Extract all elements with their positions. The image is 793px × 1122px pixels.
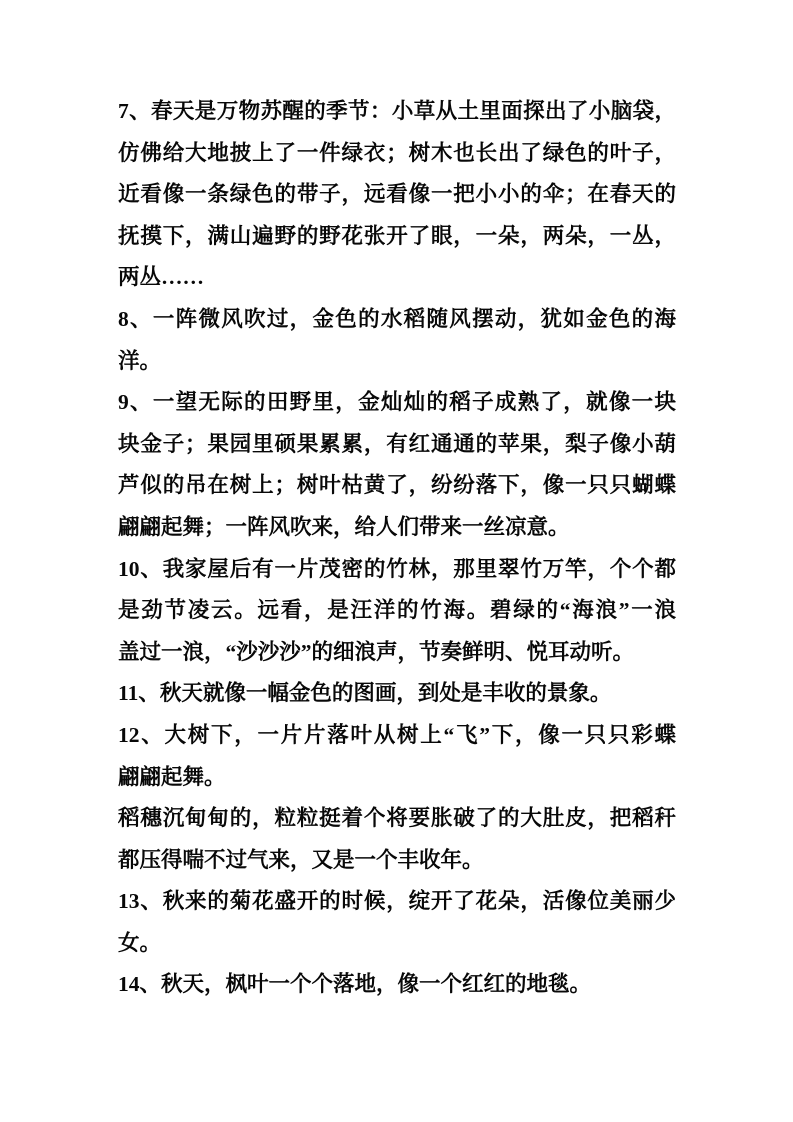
text-line: 两丛…… — [118, 265, 205, 290]
text-line: 10、我家屋后有一片茂密的竹林，那里翠竹万竿，个个都 — [118, 556, 676, 581]
paragraph-13 — [118, 881, 676, 964]
text-line: 盖过一浪，“沙沙沙”的细浪声，节奏鲜明、悦耳动听。 — [118, 639, 635, 664]
text-line: 抚摸下，满山遍野的野花张开了眼，一朵，两朵，一丛， — [118, 223, 676, 248]
paragraph-7 — [118, 91, 676, 299]
text-line: 是劲节凌云。远看，是汪洋的竹海。碧绿的“海浪”一浪 — [118, 598, 676, 623]
text-line: 都压得喘不过气来，又是一个丰收年。 — [118, 847, 484, 872]
text-line: 块金子；果园里硕果累累，有红通通的苹果，梨子像小葫 — [118, 431, 676, 456]
text-line: 7、春天是万物苏醒的季节：小草从土里面探出了小脑袋， — [118, 99, 676, 123]
document-text-block — [118, 91, 676, 1006]
paragraph-rice-ears — [118, 798, 676, 881]
text-line: 仿佛给大地披上了一件绿衣；树木也长出了绿色的叶子， — [118, 140, 676, 165]
text-line: 11、秋天就像一幅金色的图画，到处是丰收的景象。 — [118, 681, 612, 706]
text-line: 14、秋天，枫叶一个个落地，像一个红红的地毯。 — [118, 972, 592, 997]
paragraph-10 — [118, 549, 676, 674]
text-line: 翩翩起舞；一阵风吹来，给人们带来一丝凉意。 — [118, 514, 570, 539]
paragraph-14 — [118, 964, 676, 1006]
text-line: 洋。 — [118, 348, 162, 373]
paragraph-9 — [118, 382, 676, 548]
text-line: 12、大树下，一片片落叶从树上“飞”下，像一只只彩蝶 — [118, 722, 676, 747]
paragraph-8 — [118, 299, 676, 382]
paragraph-12 — [118, 715, 676, 798]
text-line: 女。 — [118, 930, 162, 955]
text-line: 9、一望无际的田野里，金灿灿的稻子成熟了，就像一块 — [118, 390, 676, 415]
text-line: 芦似的吊在树上；树叶枯黄了，纷纷落下，像一只只蝴蝶 — [118, 473, 676, 498]
text-line: 近看像一条绿色的带子，远看像一把小小的伞；在春天的 — [118, 182, 676, 207]
text-line: 13、秋来的菊花盛开的时候，绽开了花朵，活像位美丽少 — [118, 889, 676, 914]
paragraph-11 — [118, 673, 676, 715]
text-line: 翩翩起舞。 — [118, 764, 226, 789]
text-line: 稻穗沉甸甸的，粒粒挺着个将要胀破了的大肚皮，把稻秆 — [118, 806, 676, 831]
text-line: 8、一阵微风吹过，金色的水稻随风摆动，犹如金色的海 — [118, 306, 676, 331]
